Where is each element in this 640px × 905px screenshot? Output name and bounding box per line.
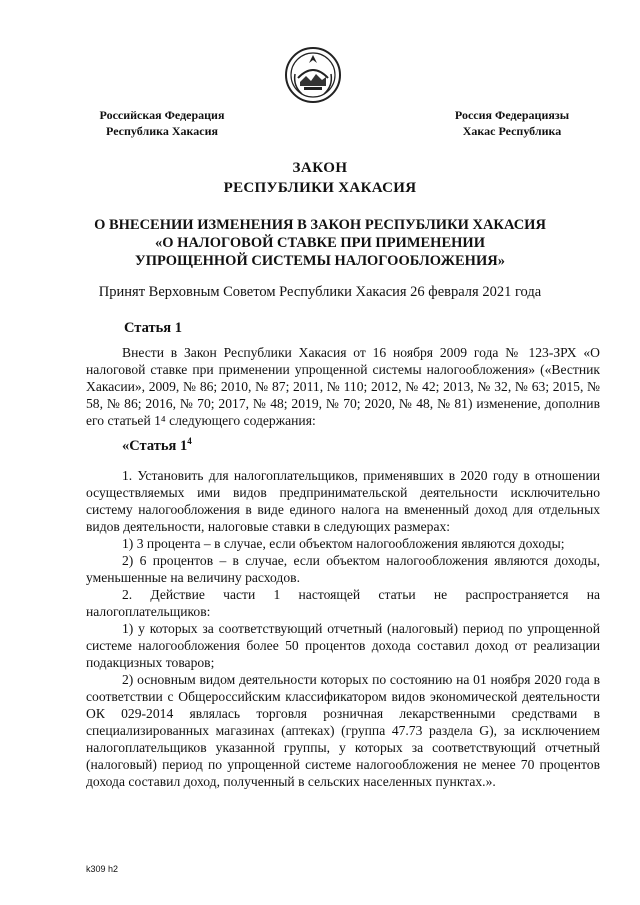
paragraph: 1) 3 процента – в случае, если объектом налогообложения являются доходы;: [122, 535, 565, 551]
document-body: [86, 344, 600, 790]
header-left-line1: Российская Федерация: [99, 108, 225, 122]
article-1-4-superscript: 4: [187, 436, 192, 446]
article-1-4-label: «Статья 1: [122, 437, 188, 454]
document-title-issuer: РЕСПУБЛИКИ ХАКАСИЯ: [223, 180, 417, 196]
header-right-line2: Хакас Республика: [462, 124, 562, 138]
paragraph: 1) у которых за соответствующий отчетный (налоговый) период по упрощенной системе налогообложения более 50 процентов дохода составил доход от реализации подакцизных товаров;: [86, 620, 600, 670]
law-subject-line2: «О НАЛОГОВОЙ СТАВКЕ ПРИ ПРИМЕНЕНИИ: [155, 235, 485, 251]
adoption-note: Принят Верховным Советом Республики Хакасия 26 февраля 2021 года: [98, 284, 542, 300]
header-right-block: [432, 107, 592, 139]
header-right-line1: Россия Федерациязы: [454, 108, 570, 122]
paragraph: 2) основным видом деятельности которых по состоянию на 01 ноября 2020 года в соответствии с Общероссийским классификатором видов экономической деятельности ОК 029-2014 являлась торговля розничная лекарственными средствами в специализированных магазинах (аптеках) (группа 47.73 раздела G), за исключением налогоплательщиков указанной группы, у которых за соответствующий отчетный (налоговый) период по упрощенной системе налогообложения не менее 70 процентов дохода составил доход, полученный в сельских населенных пунктах.».: [86, 671, 600, 789]
law-subject-line1: О ВНЕСЕНИИ ИЗМЕНЕНИЯ В ЗАКОН РЕСПУБЛИКИ ХАКАСИЯ: [94, 217, 546, 233]
coat-of-arms-emblem: [284, 46, 342, 104]
paragraph: 2. Действие части 1 настоящей статьи не распространяется на налогоплательщиков:: [86, 586, 600, 619]
article-1-heading: Статья 1: [124, 320, 182, 336]
paragraph: 2) 6 процентов – в случае, если объектом налогообложения являются доходы, уменьшенные на величину расходов.: [86, 552, 600, 585]
law-subject-line3: УПРОЩЕННОЙ СИСТЕМЫ НАЛОГООБЛОЖЕНИЯ»: [135, 253, 505, 269]
article-1-4-heading: [86, 433, 600, 455]
law-subject: [90, 216, 550, 270]
document-title: ЗАКОН: [292, 160, 348, 176]
intro-paragraph: Внести в Закон Республики Хакасия от 16 ноября 2009 года № 123-ЗРХ «О налоговой ставке при применении упрощенной системы налогообложения» («Вестник Хакасии», 2009, № 86; 2010, № 87; 2011, № 110; 2012, № 42; 2013, № 32, № 63; 2015, № 58, № 86; 2016, № 70; 2017, № 48; 2019, № 70; 2020, № 48, № 81) изменение, дополнив его статьей 1⁴ следующего содержания:: [86, 345, 600, 428]
paragraph: 1. Установить для налогоплательщиков, применявших в 2020 году в отношении осуществляемых ими видов предпринимательской деятельности исключительно систему налогообложения в виде единого налога на вмененный доход для отдельных видов деятельности, налоговые ставки в следующих размерах:: [86, 467, 600, 534]
footer-code: k309 h2: [86, 864, 119, 874]
header-left-block: [82, 107, 242, 139]
header-left-line2: Республика Хакасия: [106, 124, 218, 138]
